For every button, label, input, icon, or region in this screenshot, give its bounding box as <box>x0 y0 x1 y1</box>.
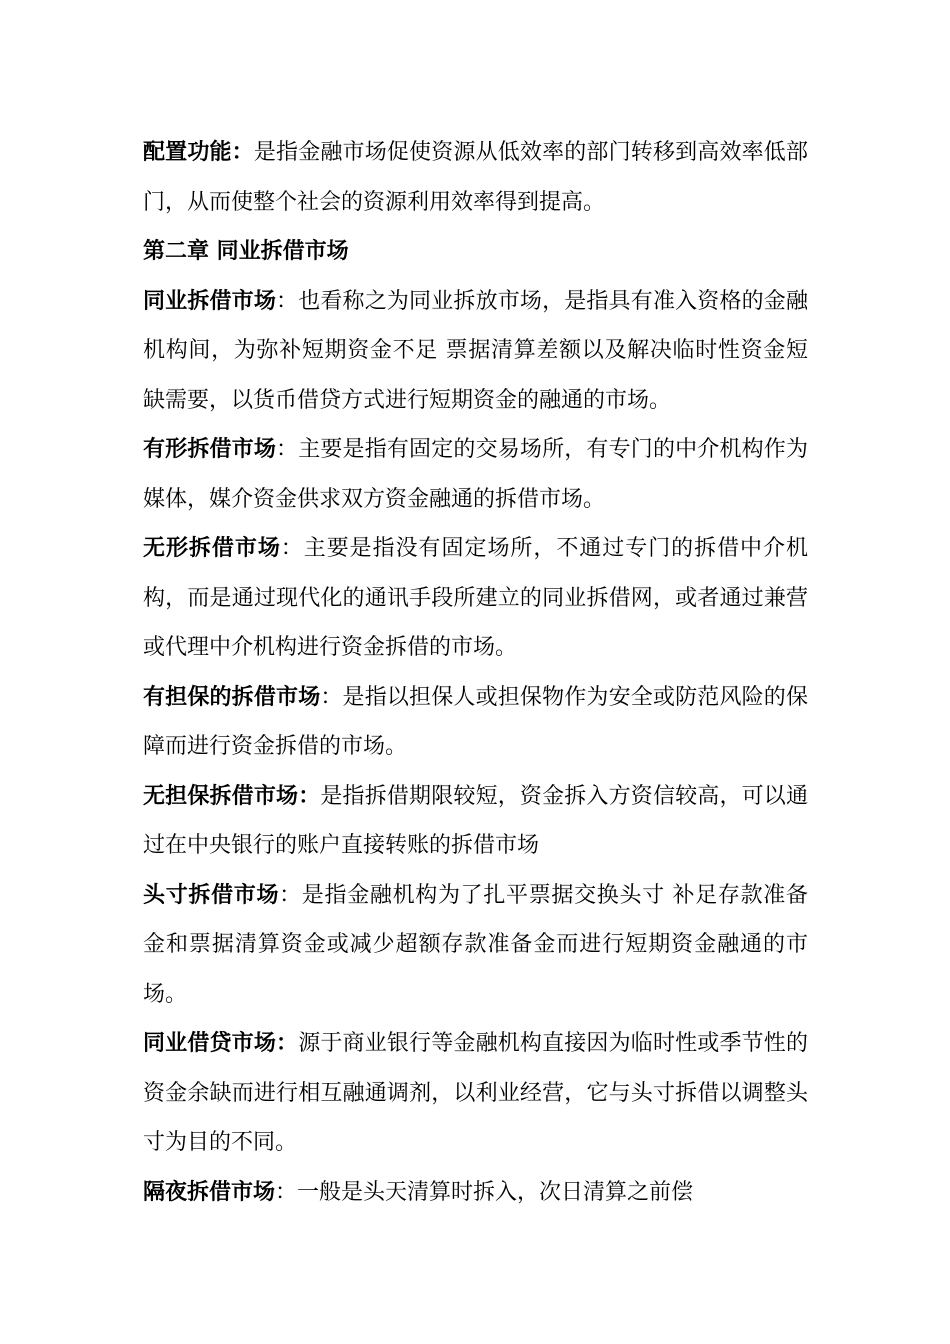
paragraph-secured-lending-market <box>143 673 808 772</box>
paragraph-interbank-lending-market <box>143 277 808 426</box>
definition-text: 源于商业银行等金融机构直接因为临时性或季节性的资金余缺而进行相互融通调剂，以利业经营，它与头寸拆借以调整头寸为目的不同。 <box>143 1031 808 1155</box>
paragraph-position-lending-market <box>143 871 808 1020</box>
definition-text: ：是指金融机构为了扎平票据交换头寸 补足存款准备金和票据清算资金或减少超额存款准备金而进行短期资金融通的市场。 <box>143 882 808 1007</box>
document-page <box>143 128 808 1217</box>
definition-text: ：主要是指有固定的交易场所，有专门的中介机构作为媒体，媒介资金供求双方资金融通的拆借市场。 <box>143 437 808 512</box>
term-label: 无担保拆借市场： <box>143 782 321 809</box>
definition-text: 是指拆借期限较短，资金拆入方资信较高，可以通过在中央银行的账户直接转账的拆借市场 <box>143 783 808 858</box>
term-label: 无形拆借市场 <box>143 535 281 561</box>
chapter-heading: 第二章 同业拆借市场 <box>143 238 349 264</box>
paragraph-intangible-lending-market <box>143 524 808 673</box>
term-label: 隔夜拆借市场 <box>143 1178 276 1205</box>
definition-text: ：是指以担保人或担保物作为安全或防范风险的保障而进行资金拆借的市场。 <box>143 684 808 759</box>
paragraph-unsecured-lending-market <box>143 772 808 871</box>
term-label: 同业借贷市场： <box>143 1030 299 1056</box>
definition-text: 是指金融市场促使资源从低效率的部门转移到高效率低部门，从而使整个社会的资源利用效率得到提高。 <box>143 140 808 215</box>
paragraph-overnight-lending-market <box>143 1168 808 1218</box>
definition-text: ：主要是指没有固定场所，不通过专门的拆借中介机构，而是通过现代化的通讯手段所建立的同业拆借网，或者通过兼营或代理中介机构进行资金拆借的市场。 <box>143 536 808 660</box>
definition-text: ：也看称之为同业拆放市场，是指具有准入资格的金融机构间，为弥补短期资金不足 票据清算差额以及解决临时性资金短缺需要，以货币借贷方式进行短期资金的融通的市场。 <box>143 288 808 413</box>
term-label: 有担保的拆借市场 <box>143 683 321 710</box>
term-label: 同业拆借市场 <box>143 287 277 314</box>
term-label: 有形拆借市场 <box>143 436 277 462</box>
paragraph-interbank-loan-market <box>143 1019 808 1168</box>
term-label: 头寸拆借市场 <box>143 881 280 908</box>
paragraph-tangible-lending-market <box>143 425 808 524</box>
definition-text: ：一般是头天清算时拆入，次日清算之前偿 <box>275 1179 694 1205</box>
paragraph-allocation-function <box>143 128 808 227</box>
term-label: 配置功能： <box>143 139 254 165</box>
